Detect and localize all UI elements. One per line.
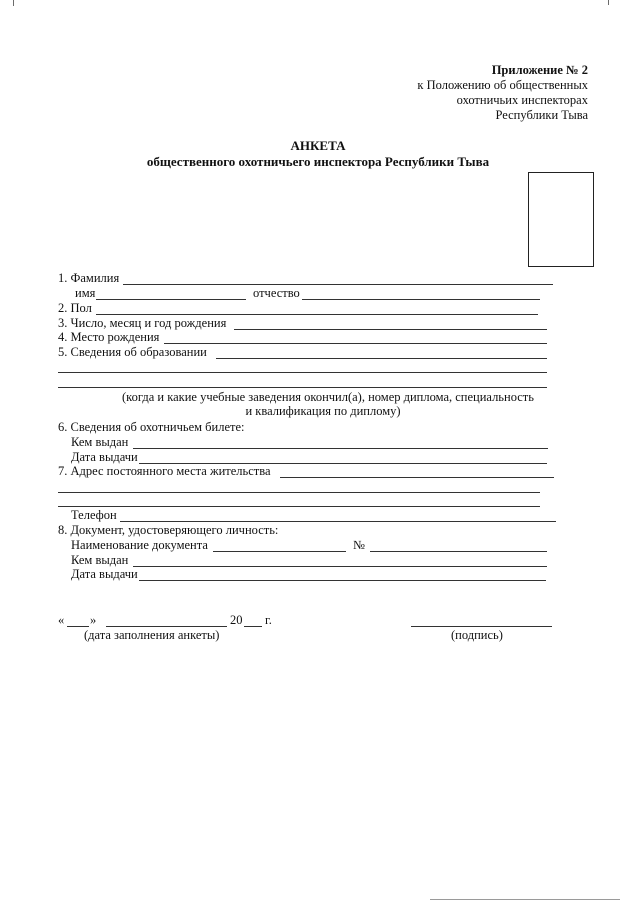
ticket-issued-by-label: Кем выдан (71, 435, 129, 449)
name-field[interactable] (96, 299, 246, 300)
scan-mark-top-left (13, 0, 14, 6)
surname-label: 1. Фамилия (58, 271, 120, 285)
doc-issue-date-label: Дата выдачи (71, 567, 138, 581)
date-year-prefix: 20 (230, 613, 243, 627)
phone-label: Телефон (71, 508, 117, 522)
address-field-3[interactable] (58, 506, 540, 507)
doc-issued-by-label: Кем выдан (71, 553, 129, 567)
education-field-3[interactable] (58, 387, 547, 388)
date-month-field[interactable] (106, 626, 227, 627)
name-label: имя (75, 286, 96, 300)
doc-number-field[interactable] (370, 551, 547, 552)
document-subtitle: общественного охотничьего инспектора Республики Тыва (146, 154, 490, 169)
document-title: АНКЕТА (290, 138, 346, 153)
appendix-reference (417, 63, 588, 123)
education-label: 5. Сведения об образовании (58, 345, 207, 359)
doc-issue-date-field[interactable] (139, 580, 546, 581)
sex-label: 2. Пол (58, 301, 92, 315)
scan-mark-top-right (608, 0, 609, 5)
surname-field[interactable] (123, 284, 553, 285)
birth-place-label: 4. Место рождения (58, 330, 160, 344)
appendix-number: Приложение № 2 (491, 63, 588, 77)
address-label: 7. Адрес постоянного места жительства (58, 464, 271, 478)
doc-name-label: Наименование документа (71, 538, 208, 552)
education-note-2: и квалификация по диплому) (245, 404, 401, 418)
sex-field[interactable] (96, 314, 538, 315)
ticket-issued-by-field[interactable] (133, 448, 548, 449)
date-year-field[interactable] (244, 626, 262, 627)
date-quote-close: » (90, 613, 97, 627)
hunting-ticket-label: 6. Сведения об охотничьем билете: (58, 420, 245, 434)
phone-field[interactable] (120, 521, 556, 522)
signature-caption: (подпись) (451, 628, 503, 642)
signature-field[interactable] (411, 626, 552, 627)
patronymic-label: отчество (253, 286, 300, 300)
address-field-2[interactable] (58, 492, 540, 493)
doc-issued-by-field[interactable] (133, 566, 547, 567)
birth-date-label: 3. Число, месяц и год рождения (58, 316, 227, 330)
photo-box (528, 172, 594, 267)
patronymic-field[interactable] (302, 299, 540, 300)
appendix-line-3: Республики Тыва (495, 108, 588, 122)
scan-mark-bottom (430, 899, 620, 900)
birth-place-field[interactable] (164, 343, 547, 344)
date-day-field[interactable] (67, 626, 89, 627)
doc-number-label: № (353, 538, 365, 552)
birth-date-field[interactable] (234, 329, 547, 330)
education-field-1[interactable] (216, 358, 547, 359)
date-caption: (дата заполнения анкеты) (84, 628, 220, 642)
appendix-line-1: к Положению об общественных (417, 78, 588, 92)
date-quote-open: « (58, 613, 65, 627)
doc-name-field[interactable] (213, 551, 346, 552)
identity-doc-label: 8. Документ, удостоверяющего личность: (58, 523, 279, 537)
date-year-suffix: г. (265, 613, 272, 627)
education-field-2[interactable] (58, 372, 547, 373)
ticket-issue-date-label: Дата выдачи (71, 450, 138, 464)
education-note-1: (когда и какие учебные заведения окончил(а), номер диплома, специальность (122, 390, 534, 404)
appendix-line-2: охотничьих инспекторах (456, 93, 588, 107)
address-field-1[interactable] (280, 477, 554, 478)
